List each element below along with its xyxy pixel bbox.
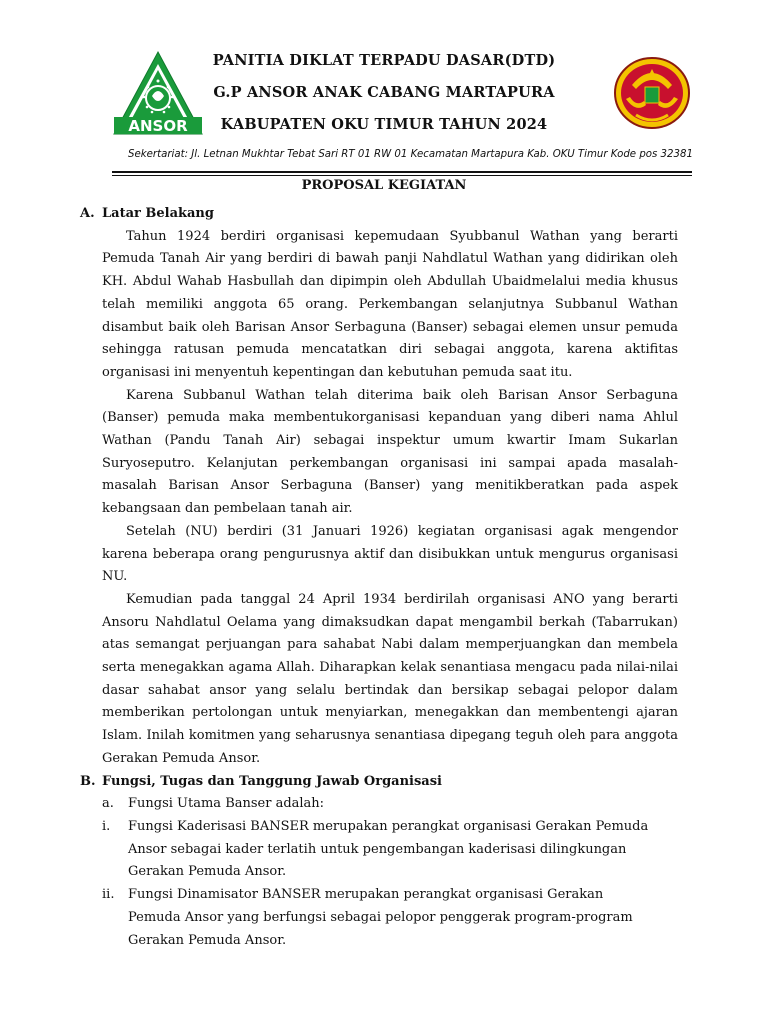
section-b-title: Fungsi, Tugas dan Tanggung Jawab Organisasi [102, 773, 442, 789]
header-divider [112, 171, 692, 173]
paragraph: Setelah (NU) berdiri (31 Januari 1926) kegiatan organisasi agak mengendor karena beberapa orang pengurusnya aktif dan disibukkan untuk mengurus organisasi NU. [102, 523, 678, 585]
list-item [102, 884, 678, 952]
document-body [80, 203, 678, 952]
section-a-title: Latar Belakang [102, 206, 214, 221]
list-item-text: Fungsi Kaderisasi BANSER merupakan perangkat organisasi Gerakan Pemuda Ansor sebagai kader terlatih untuk pengembangan kaderisasi dilingkungan Gerakan Pemuda Ansor. [128, 818, 649, 880]
section-b-heading [80, 771, 678, 794]
sub-item-text: Fungsi Utama Banser adalah: [128, 796, 325, 812]
header-divider-thin [112, 175, 692, 176]
paragraph: Karena Subbanul Wathan telah diterima baik oleh Barisan Ansor Serbaguna (Banser) pemuda maka membentukorganisasi kepanduan yang diberi nama Ahlul Wathan (Pandu Tanah Air) sebagai inspektur umum kwartir Imam Sukarlan Suryoseputro. Kelanjutan perkembangan organisasi ini sampai apada masalah-masalah Barisan Ansor Serbaguna (Banser) yang menitikberatkan pada aspek kebangsaan dan pembelaan tanah air. [102, 387, 678, 517]
list-item-label: ii. [102, 887, 115, 903]
paragraph: Kemudian pada tanggal 24 April 1934 berdirilah organisasi ANO yang berarti Ansoru Nahdlatul Oelama yang dimaksudkan dapat mengambil berkah (Tabarrukan) atas semangat perjuangan para sahabat Nabi dalam memperjuangkan dan membela serta menegakkan agama Allah. Diharapkan kelak senantiasa mengacu pada nilai-nilai dasar sahabat ansor yang selalu bertindak dan bersikap sebagai pelopor dalam memberikan pertolongan untuk menyiarkan, menegakkan dan membentengi ajaran Islam. Inilah komitmen yang seharusnya senantiasa dipegang teguh oleh para anggota Gerakan Pemuda Ansor. [102, 591, 678, 766]
document-title: PROPOSAL KEGIATAN [301, 178, 467, 193]
ansor-logo-text: ANSOR [128, 117, 188, 135]
sub-item [102, 793, 678, 816]
section-a-heading [80, 203, 678, 226]
section-b-label: B. [80, 773, 96, 789]
paragraph: Tahun 1924 berdiri organisasi kepemudaan Syubbanul Wathan yang berarti Pemuda Tanah Air yang berdiri di bawah panji Nahdlatul Wathan yang didirikan oleh KH. Abdul Wahab Hasbullah dan dipimpin oleh Abdullah Ubaidmelalui media khusus telah memiliki anggota 65 orang. Perkembangan selanjutnya Subbanul Wathan disambut baik oleh Barisan Ansor Serbaguna (Banser) sebagai elemen unsur pemuda sehingga ratusan pemuda mencatatkan diri sebagai anggota, karena aktifitas organisasi ini menyentuh kepentingan dan kebutuhan pemuda saat itu. [102, 228, 678, 380]
list-item-text: Fungsi Dinamisator BANSER merupakan perangkat organisasi Gerakan Pemuda Ansor yang berfungsi sebagai pelopor penggerak program-program Gerakan Pemuda Ansor. [128, 887, 633, 948]
sub-item-label: a. [102, 796, 114, 812]
list-item-label: i. [102, 818, 111, 834]
list-item [102, 816, 678, 884]
committee-title: PANITIA DIKLAT TERPADU DASAR(DTD) [212, 52, 556, 69]
secretariat-address: Sekertariat: Jl. Letnan Mukhtar Tebat Sari RT 01 RW 01 Kecamatan Martapura Kab. OKU Timur Kode pos 32381 [128, 149, 693, 160]
organization-name: G.P ANSOR ANAK CABANG MARTAPURA [213, 84, 555, 101]
regency-year: KABUPATEN OKU TIMUR TAHUN 2024 [220, 116, 548, 133]
section-a-label: A. [80, 206, 95, 221]
